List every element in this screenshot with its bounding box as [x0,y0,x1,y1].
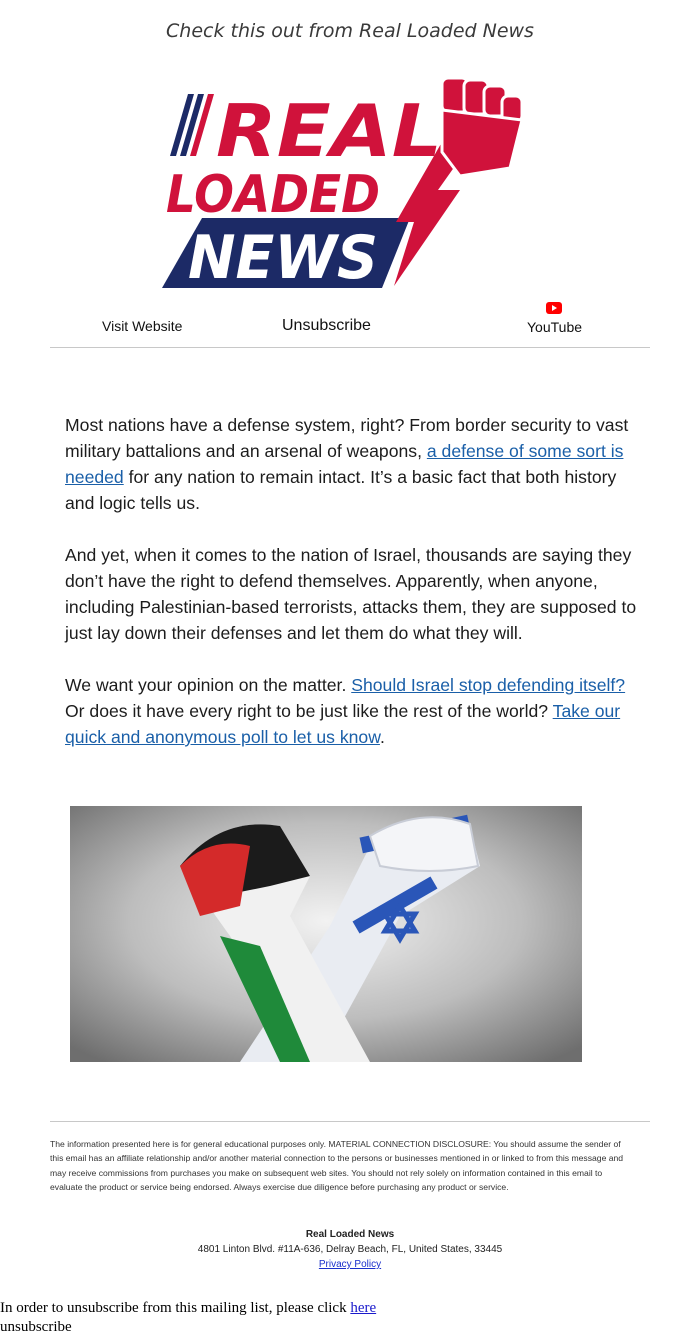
email-nav [0,300,700,340]
real-loaded-news-logo[interactable] [160,72,530,292]
article-paragraph-2: And yet, when it comes to the nation of Israel, thousands are saying they don’t have the right to defend themselves. Apparently, when anyone, including Palestinian-based terrorists, attacks them, they are supposed to just lay down their defenses and let them do what they will. [65,545,637,643]
fist-icon [442,78,522,176]
logo-word-real: REAL [216,89,442,173]
article-body [65,412,640,776]
visit-website-link[interactable]: Visit Website [102,318,183,334]
company-info [0,1227,700,1272]
unsubscribe-word: unsubscribe [0,1319,72,1335]
email-tagline: Check this out from Real Loaded News [166,20,534,42]
privacy-policy-link[interactable]: Privacy Policy [318,1259,382,1270]
unsubscribe-footer [0,1299,700,1337]
p3-text-c: . [379,727,385,747]
material-disclosure: The information presented here is for general educational purposes only. MATERIAL CONNECTION DISCLOSURE: You should assume the sender of this email has an affiliate relationship and/or another material connection to the persons or businesses mentioned in or linked to from this message and may receive commissions from purchases you make on subsequent web sites. You should not rely solely on information contained in this email to evaluate the product or service being endorsed. Always exercise due diligence before purchasing any product or service. [50,1139,624,1193]
p3-text-b: Or does it have every right to be just like the rest of the world? [65,701,553,721]
p1-text-a: Most nations have a defense system, right? From border security to vast military battalions and an arsenal of weapons, [65,415,629,461]
footer-divider [50,1121,650,1122]
company-name: Real Loaded News [305,1229,395,1240]
stop-defending-link[interactable]: Should Israel stop defending itself? [351,675,626,695]
p3-text-a: We want your opinion on the matter. [65,675,352,695]
header-divider [50,347,650,348]
unsubscribe-here-link[interactable]: here [350,1300,377,1316]
unsubscribe-link[interactable]: Unsubscribe [282,317,371,334]
article-paragraph-3 [65,672,640,750]
defense-link[interactable]: a defense of some sort is needed [65,441,624,487]
logo-speed-stripes [170,94,214,156]
poll-link[interactable]: Take our quick and anonymous poll to let us know [65,701,621,747]
p1-text-b: for any nation to remain intact. It’s a basic fact that both history and logic tells us. [65,467,617,513]
hero-image-crossed-fists[interactable] [70,806,582,1062]
company-address: 4801 Linton Blvd. #11A-636, Delray Beach, FL, United States, 33445 [197,1244,503,1255]
unsubscribe-text: In order to unsubscribe from this mailing list, please click [0,1300,351,1316]
unsubscribe-sentence [0,1299,700,1318]
logo-word-news: NEWS [188,223,378,292]
youtube-link[interactable] [527,300,581,335]
logo-word-loaded: LOADED [166,165,380,225]
youtube-play-icon [546,302,562,314]
youtube-label: YouTube [527,319,583,335]
article-paragraph-1 [65,412,640,516]
